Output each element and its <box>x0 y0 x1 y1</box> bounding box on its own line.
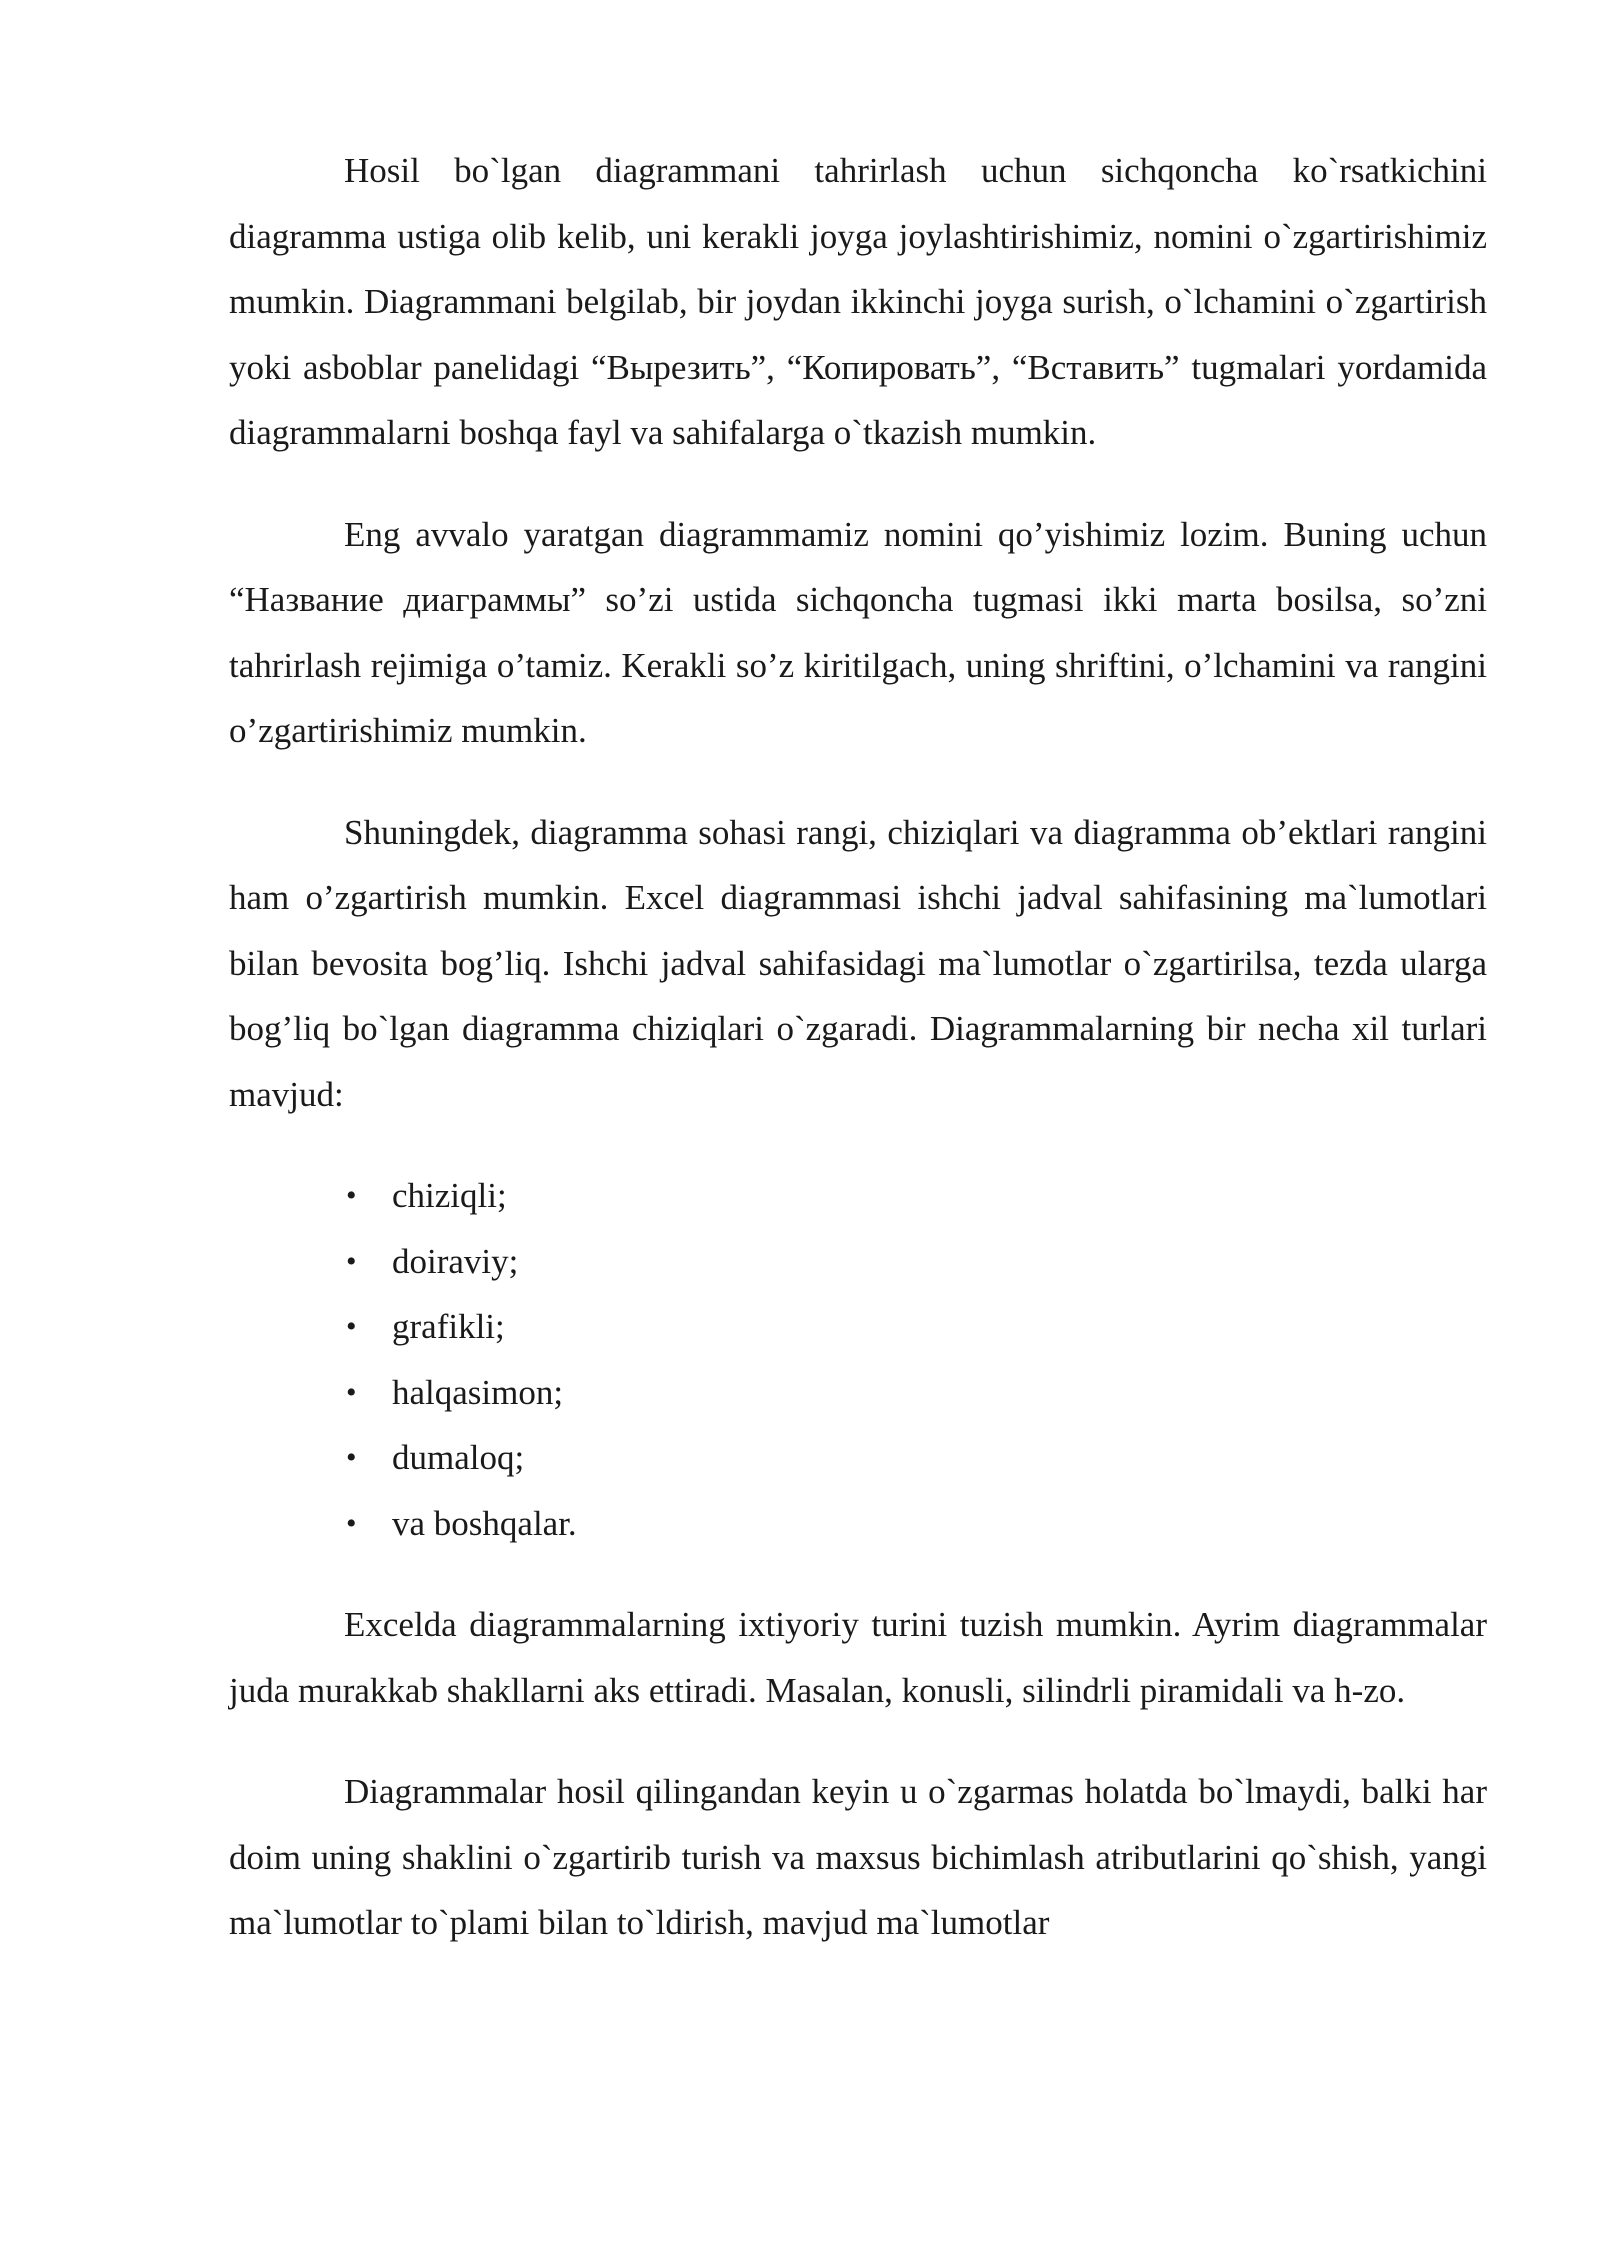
list-item <box>344 1294 1487 1360</box>
list-item <box>344 1229 1487 1295</box>
list-item-text: halqasimon; <box>392 1372 564 1412</box>
bullet-icon: • <box>346 1506 357 1540</box>
bullet-icon: • <box>346 1375 357 1409</box>
list-item-text: doiraviy; <box>392 1241 519 1281</box>
diagram-types-list <box>229 1163 1487 1556</box>
list-item <box>344 1491 1487 1557</box>
list-item-text: dumaloq; <box>392 1438 525 1477</box>
list-item-text: va boshqalar. <box>392 1503 577 1543</box>
document-body <box>229 138 1487 1992</box>
list-item-text: grafikli; <box>392 1307 505 1346</box>
bullet-icon: • <box>346 1441 357 1474</box>
paragraph-diagram-colors: Shuningdek, diagramma sohasi rangi, chiziqlari va diagramma ob’ektlari rangini ham o’zgartirish mumkin. Excel diagrammasi ishchi jadval sahifasining ma`lumotlari bilan bevosita bog’liq. Ishchi jadval sahifasidagi ma`lumotlar o`zgartirilsa, tezda ularga bog’liq bo`lgan diagramma chiziqlari o`zgaradi. Diagrammalarning bir necha xil turlari mavjud: <box>229 812 1487 1114</box>
list-item-text: chiziqli; <box>392 1176 507 1215</box>
list-item <box>344 1163 1487 1229</box>
bullet-icon: • <box>346 1179 357 1212</box>
list-item <box>344 1425 1487 1491</box>
list-item <box>344 1360 1487 1426</box>
paragraph-editing-diagram: Hosil bo`lgan diagrammani tahrirlash uchun sichqoncha ko`rsatkichini diagramma ustiga olib kelib, uni kerakli joyga joylashtirishimiz, nomini o`zgartirishimiz mumkin. Diagrammani belgilab, bir joydan ikkinchi joyga surish, o`lchamini o`zgartirish yoki asboblar panelidagi “Вырезить”, “Копировать”, “Вставить” tugmalari yordamida diagrammalarni boshqa fayl va sahifalarga o`tkazish mumkin. <box>229 151 1487 452</box>
paragraph-diagram-title: Eng avvalo yaratgan diagrammamiz nomini qo’yishimiz lozim. Buning uchun “Название диаграммы” so’zi ustida sichqoncha tugmasi ikki marta bosilsa, so’zni tahrirlash rejimiga o’tamiz. Kerakli so’z kiritilgach, uning shriftini, o’lchamini va rangini o’zgartirishimiz mumkin. <box>229 514 1487 750</box>
paragraph-complex-shapes: Excelda diagrammalarning ixtiyoriy turini tuzish mumkin. Ayrim diagrammalar juda murakkab shakllarni aks ettiradi. Masalan, konusli, silindrli piramidali va h-zo. <box>229 1605 1487 1710</box>
bullet-icon: • <box>346 1244 357 1278</box>
bullet-icon: • <box>346 1310 357 1343</box>
paragraph-diagram-changes: Diagrammalar hosil qilingandan keyin u o`zgarmas holatda bo`lmaydi, balki har doim uning shaklini o`zgartirib turish va maxsus bichimlash atributlarini qo`shish, yangi ma`lumotlar to`plami bilan to`ldirish, mavjud ma`lumotlar <box>229 1772 1487 1942</box>
